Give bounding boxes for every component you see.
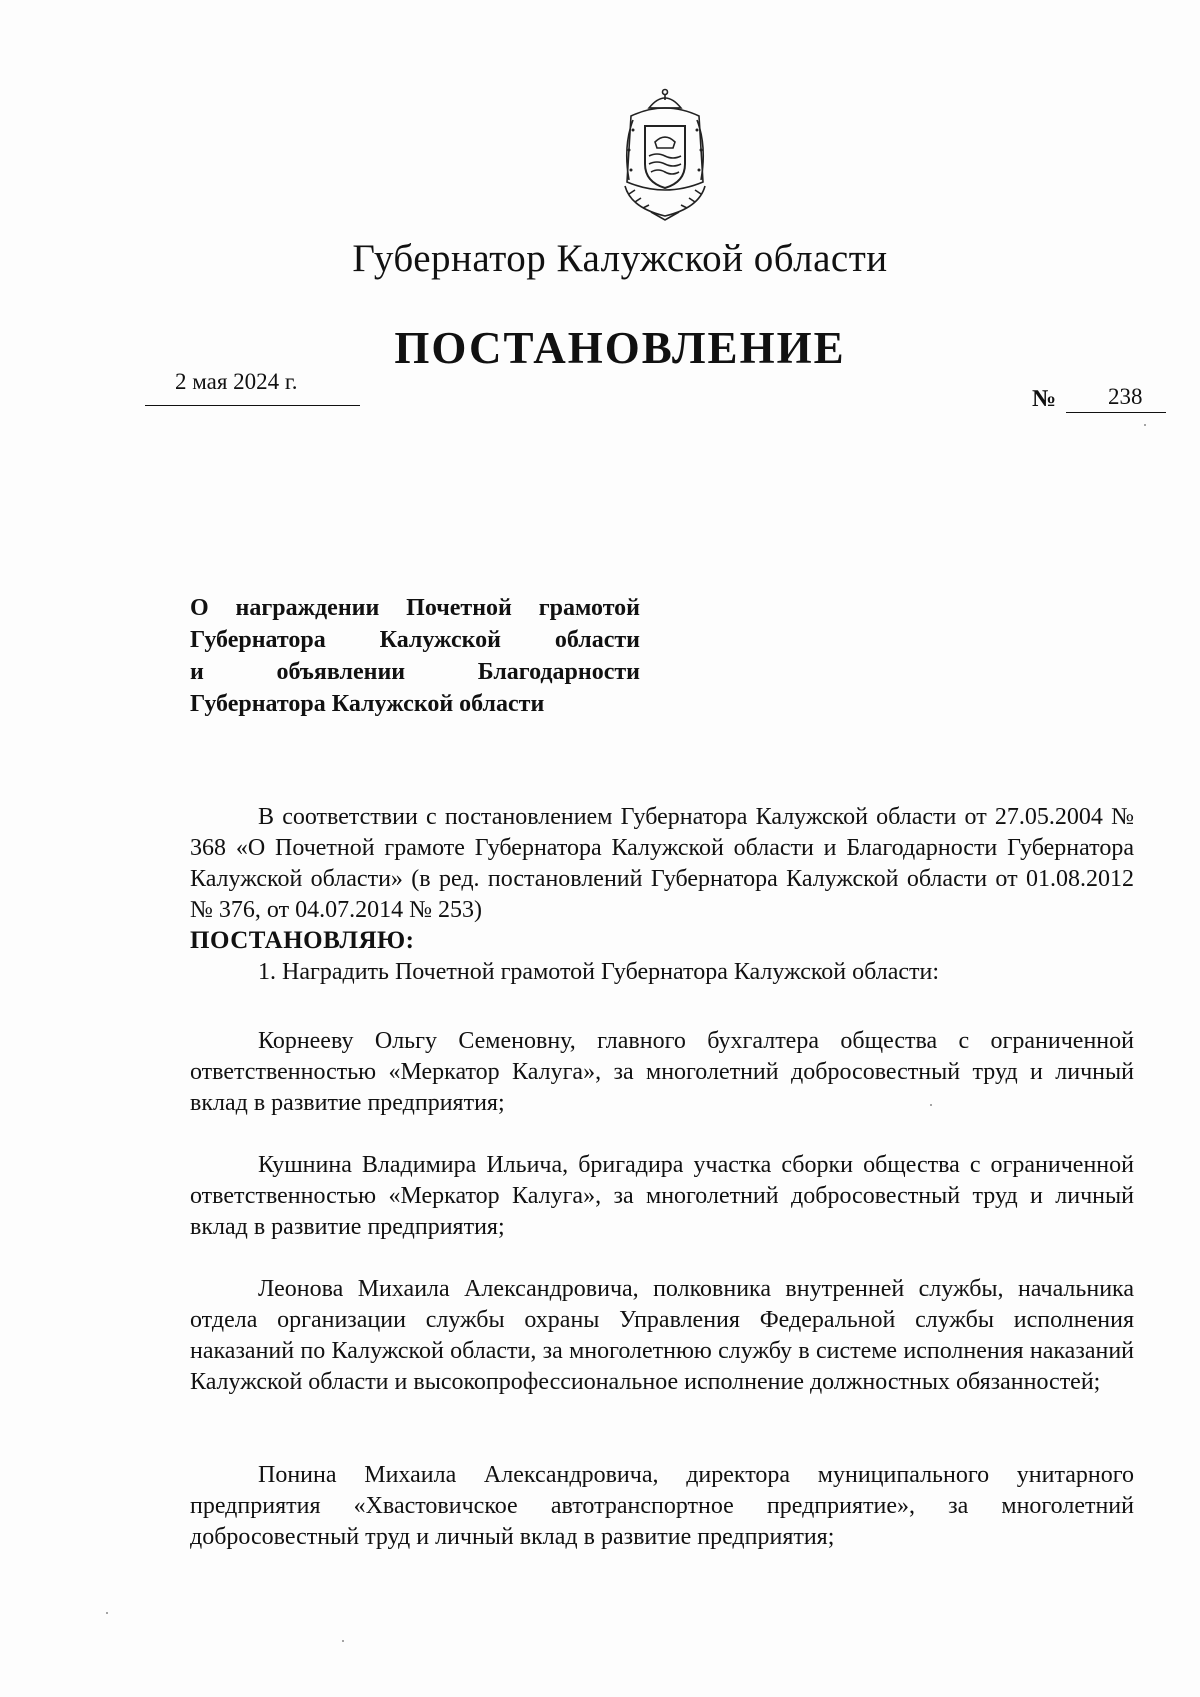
document-number: 238: [1108, 384, 1143, 409]
subject-line: О награждении Почетной грамотой: [190, 595, 640, 621]
document-subject: [190, 592, 640, 720]
preamble-block: [190, 802, 1134, 926]
scan-speck: [106, 1612, 108, 1614]
preamble-text: В соответствии с постановлением Губернатора Калужской области от 27.05.2004 № 368 «О Почетной грамоте Губернатора Калужской области и Благодарности Губернатора Калужской области» (в ред. постановлений Губернатора Калужской области от 01.08.2012 № 376, от 04.07.2014 № 253): [190, 804, 1134, 923]
subject-line: Губернатора Калужской области: [190, 627, 640, 653]
document-date-field: [145, 369, 360, 406]
coat-of-arms-icon: [611, 86, 719, 222]
subject-line: Губернатора Калужской области: [190, 691, 545, 717]
document-date: 2 мая 2024 г.: [175, 369, 298, 394]
decree-heading: ПОСТАНОВЛЯЮ:: [190, 927, 415, 954]
scan-speck: [342, 1640, 344, 1642]
award-paragraph: Леонова Михаила Александровича, полковника внутренней службы, начальника отдела организации службы охраны Управления Федеральной службы исполнения наказаний по Калужской области, за многолетнюю службу в системе исполнения наказаний Калужской области и высокопрофессиональное исполнение должностных обязанностей;: [190, 1276, 1134, 1395]
resolution-item-1: 1. Наградить Почетной грамотой Губернатора Калужской области:: [258, 959, 940, 985]
subject-line: и объявлении Благодарности: [190, 659, 640, 685]
scan-speck: [930, 1104, 932, 1106]
document-number-field: [1066, 384, 1166, 413]
award-paragraph: Кушнина Владимира Ильича, бригадира участка сборки общества с ограниченной ответственностью «Меркатор Калуга», за многолетний добросовестный труд и личный вклад в развитие предприятия;: [190, 1152, 1134, 1240]
award-paragraph: Корнееву Ольгу Семеновну, главного бухгалтера общества с ограниченной ответственностью «Меркатор Калуга», за многолетний добросовестный труд и личный вклад в развитие предприятия;: [190, 1028, 1134, 1116]
document-type-title: ПОСТАНОВЛЕНИЕ: [394, 323, 846, 373]
issuer-title: Губернатор Калужской области: [352, 237, 888, 280]
number-sign: №: [1032, 386, 1057, 412]
award-paragraph: Понина Михаила Александровича, директора муниципального унитарного предприятия «Хвастовичское автотранспортное предприятие», за многолетний добросовестный труд и личный вклад в развитие предприятия;: [190, 1462, 1134, 1550]
scan-speck: [1144, 424, 1146, 426]
